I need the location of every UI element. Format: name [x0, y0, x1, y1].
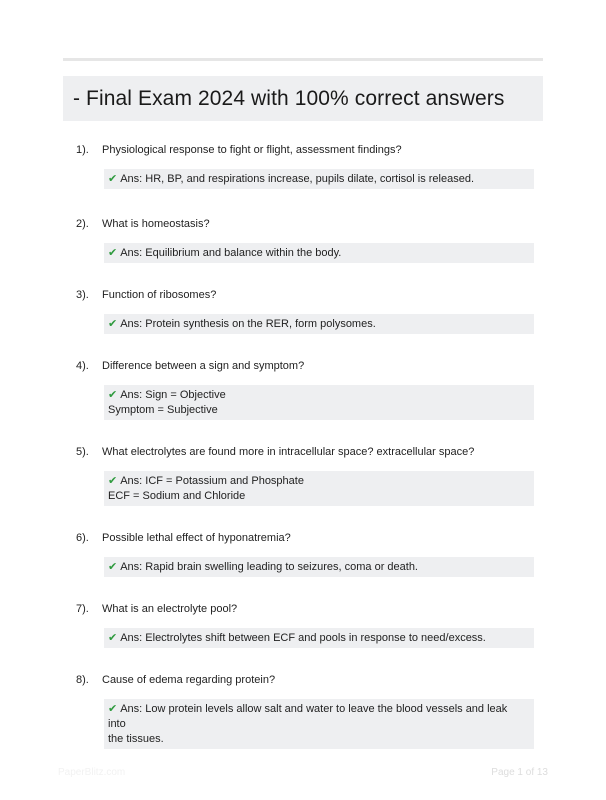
answer-line [108, 403, 526, 418]
question-item [63, 217, 543, 263]
answer-line [108, 171, 526, 187]
checkmark-icon: ✔ [108, 702, 118, 715]
answer-text: the tissues. [108, 733, 164, 745]
answer-text: Ans: Electrolytes shift between ECF and pools in response to need/excess. [120, 632, 486, 644]
answer-line [108, 559, 526, 575]
question-number: 4). [76, 360, 89, 372]
answer-box [104, 557, 534, 577]
question-text: What is homeostasis? [102, 218, 210, 230]
checkmark-icon: ✔ [108, 388, 118, 401]
question-item [63, 288, 543, 334]
top-divider [63, 58, 543, 61]
question-item [63, 673, 543, 749]
answer-line [108, 387, 526, 403]
answer-box [104, 314, 534, 334]
question-row [63, 359, 543, 374]
answer-line [108, 316, 526, 332]
answer-line [108, 701, 526, 732]
question-row [63, 288, 543, 303]
answer-text: Symptom = Subjective [108, 404, 218, 416]
answer-text: Ans: Rapid brain swelling leading to seizures, coma or death. [120, 561, 418, 573]
checkmark-icon: ✔ [108, 172, 118, 185]
answer-text: Ans: Low protein levels allow salt and water to leave the blood vessels and leak into [108, 703, 508, 730]
page-indicator: Page 1 of 13 [491, 767, 548, 778]
answer-text: ECF = Sodium and Chloride [108, 490, 246, 502]
question-item [63, 531, 543, 577]
question-text: What is an electrolyte pool? [102, 603, 238, 615]
answer-text: Ans: Equilibrium and balance within the body. [120, 247, 342, 259]
question-item [63, 143, 543, 189]
question-text: Function of ribosomes? [102, 289, 217, 301]
page-title: - Final Exam 2024 with 100% correct answers [73, 86, 505, 110]
question-item [63, 602, 543, 648]
checkmark-icon: ✔ [108, 631, 118, 644]
checkmark-icon: ✔ [108, 317, 118, 330]
question-list [63, 143, 543, 749]
question-row [63, 602, 543, 617]
question-number: 3). [76, 289, 89, 301]
footer-watermark: PaperBlitz.com [58, 767, 126, 778]
answer-box [104, 385, 534, 420]
question-row [63, 143, 543, 158]
answer-line [108, 473, 526, 489]
answer-box [104, 471, 534, 506]
answer-text: Ans: Protein synthesis on the RER, form polysomes. [120, 318, 376, 330]
question-item [63, 359, 543, 420]
question-text: Physiological response to fight or flight, assessment findings? [102, 144, 402, 156]
answer-box [104, 243, 534, 263]
question-row [63, 673, 543, 688]
question-row [63, 531, 543, 546]
checkmark-icon: ✔ [108, 246, 118, 259]
answer-line [108, 732, 526, 747]
question-number: 2). [76, 218, 89, 230]
question-text: Possible lethal effect of hyponatremia? [102, 532, 291, 544]
question-number: 5). [76, 446, 89, 458]
question-number: 8). [76, 674, 89, 686]
answer-line [108, 489, 526, 504]
answer-text: Ans: HR, BP, and respirations increase, pupils dilate, cortisol is released. [120, 173, 475, 185]
answer-box [104, 628, 534, 648]
title-banner [63, 76, 543, 121]
checkmark-icon: ✔ [108, 474, 118, 487]
answer-line [108, 630, 526, 646]
question-text: Difference between a sign and symptom? [102, 360, 305, 372]
answer-box [104, 699, 534, 749]
question-text: What electrolytes are found more in intracellular space? extracellular space? [102, 446, 475, 458]
question-item [63, 445, 543, 506]
checkmark-icon: ✔ [108, 560, 118, 573]
question-number: 7). [76, 603, 89, 615]
question-row [63, 217, 543, 232]
answer-box [104, 169, 534, 189]
answer-text: Ans: Sign = Objective [120, 389, 226, 401]
answer-text: Ans: ICF = Potassium and Phosphate [120, 475, 304, 487]
question-number: 1). [76, 144, 89, 156]
question-row [63, 445, 543, 460]
question-text: Cause of edema regarding protein? [102, 674, 276, 686]
answer-line [108, 245, 526, 261]
question-number: 6). [76, 532, 89, 544]
